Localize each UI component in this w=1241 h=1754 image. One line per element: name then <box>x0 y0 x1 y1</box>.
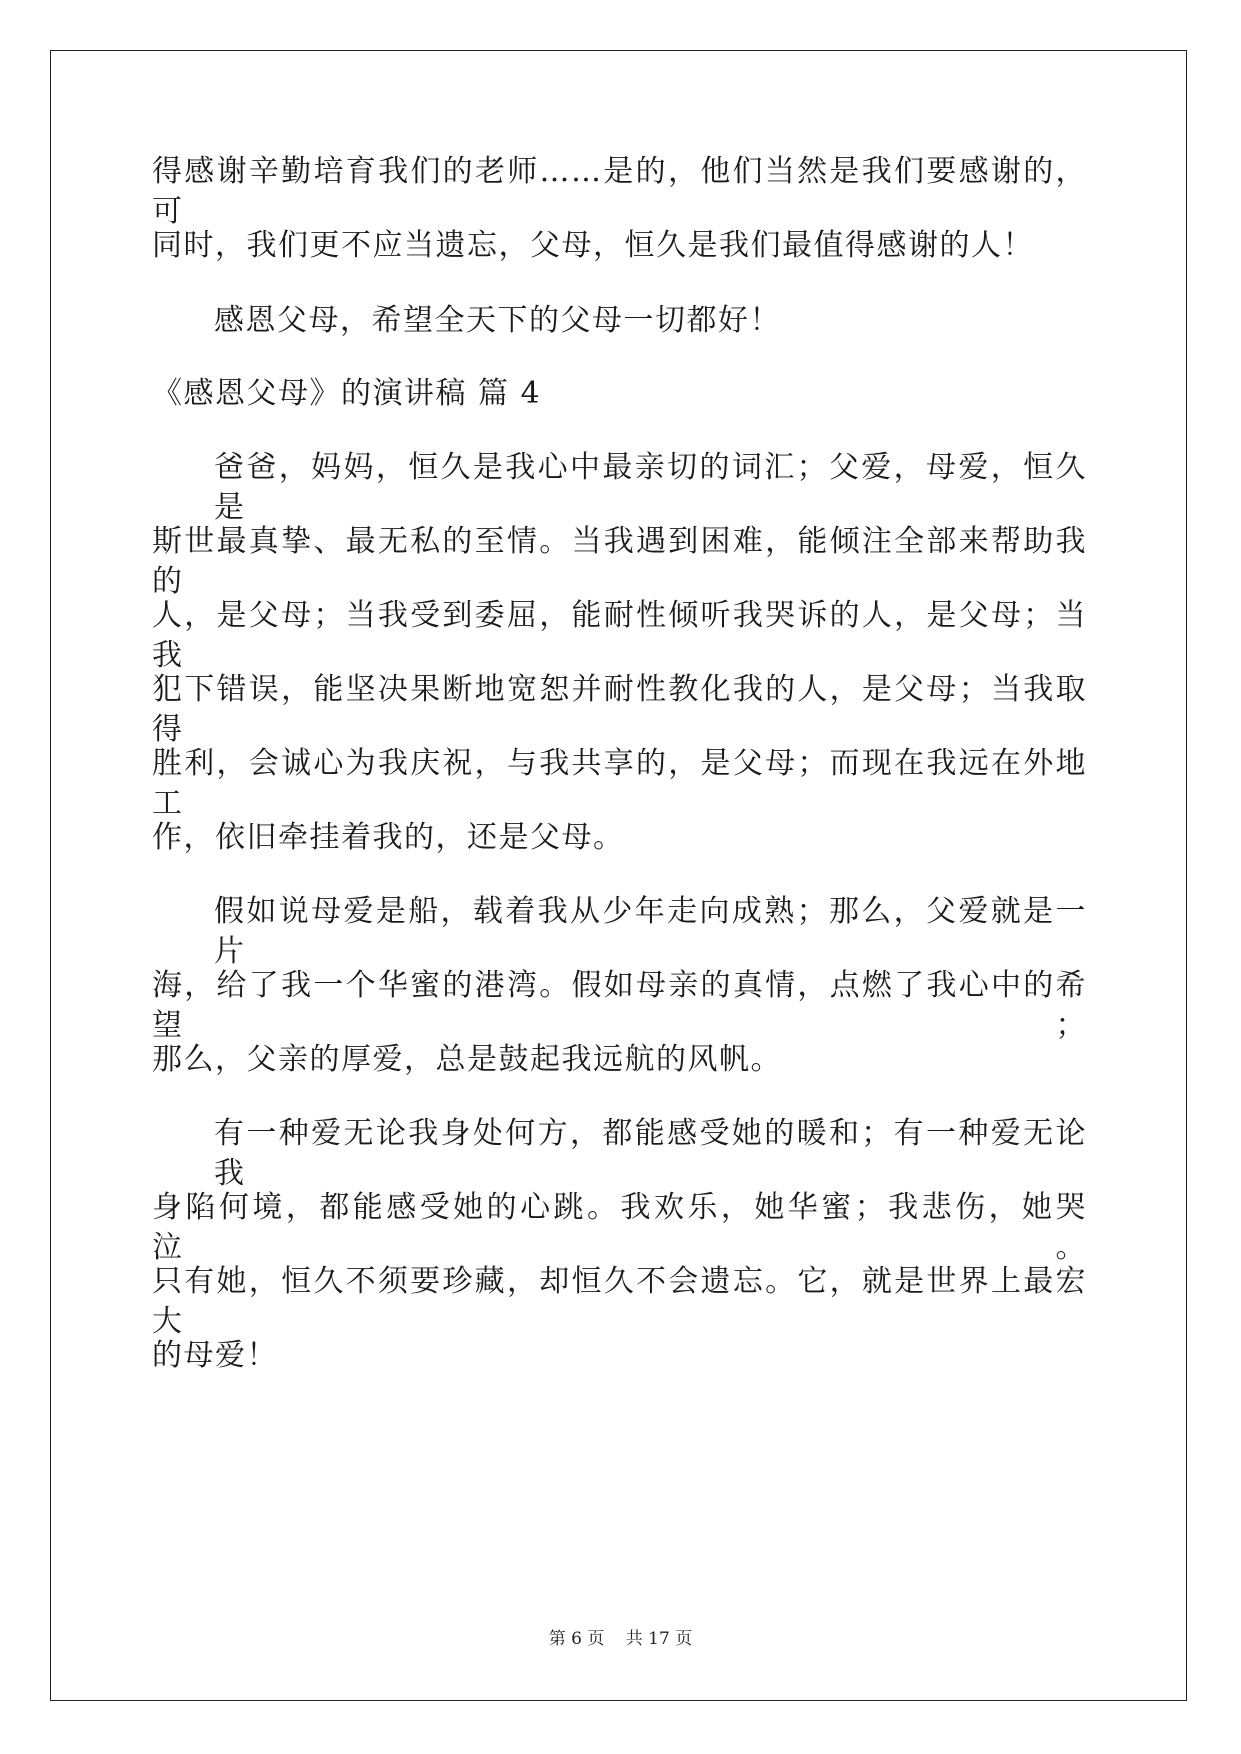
section-heading: 《感恩父母》的演讲稿 篇 4 <box>152 376 542 411</box>
text-line: 有一种爱无论我身处何方，都能感受她的暖和；有一种爱无论我 <box>214 1116 1087 1191</box>
page-border <box>50 50 1187 1701</box>
page-footer <box>0 1628 1241 1650</box>
text-line: 海，给了我一个华蜜的港湾。假如母亲的真情，点燃了我心中的希望； <box>152 968 1087 1043</box>
text-line: 斯世最真挚、最无私的至情。当我遇到困难，能倾注全部来帮助我的 <box>152 524 1087 599</box>
text-line: 的母爱！ <box>152 1338 278 1373</box>
text-line: 感恩父母，希望全天下的父母一切都好！ <box>214 303 781 338</box>
text-line: 只有她，恒久不须要珍藏，却恒久不会遗忘。它，就是世界上最宏大 <box>152 1264 1087 1339</box>
page-number: 第 6 页 <box>548 1629 605 1649</box>
text-line: 作，依旧牵挂着我的，还是父母。 <box>152 820 625 855</box>
text-line: 身陷何境，都能感受她的心跳。我欢乐，她华蜜；我悲伤，她哭泣。 <box>152 1190 1087 1265</box>
text-line: 人，是父母；当我受到委屈，能耐性倾听我哭诉的人，是父母；当我 <box>152 598 1087 673</box>
text-line: 那么，父亲的厚爱，总是鼓起我远航的风帆。 <box>152 1042 782 1077</box>
text-line: 假如说母爱是船，载着我从少年走向成熟；那么，父爱就是一片 <box>214 894 1087 969</box>
text-line: 犯下错误，能坚决果断地宽恕并耐性教化我的人，是父母；当我取得 <box>152 672 1087 747</box>
page-total: 共 17 页 <box>625 1629 693 1649</box>
text-line: 同时，我们更不应当遗忘，父母，恒久是我们最值得感谢的人！ <box>152 228 1034 263</box>
text-line: 得感谢辛勤培育我们的老师……是的，他们当然是我们要感谢的，可 <box>152 154 1087 229</box>
text-line: 胜利，会诚心为我庆祝，与我共享的，是父母；而现在我远在外地工 <box>152 746 1087 821</box>
text-line: 爸爸，妈妈，恒久是我心中最亲切的词汇；父爱，母爱，恒久是 <box>214 450 1087 525</box>
